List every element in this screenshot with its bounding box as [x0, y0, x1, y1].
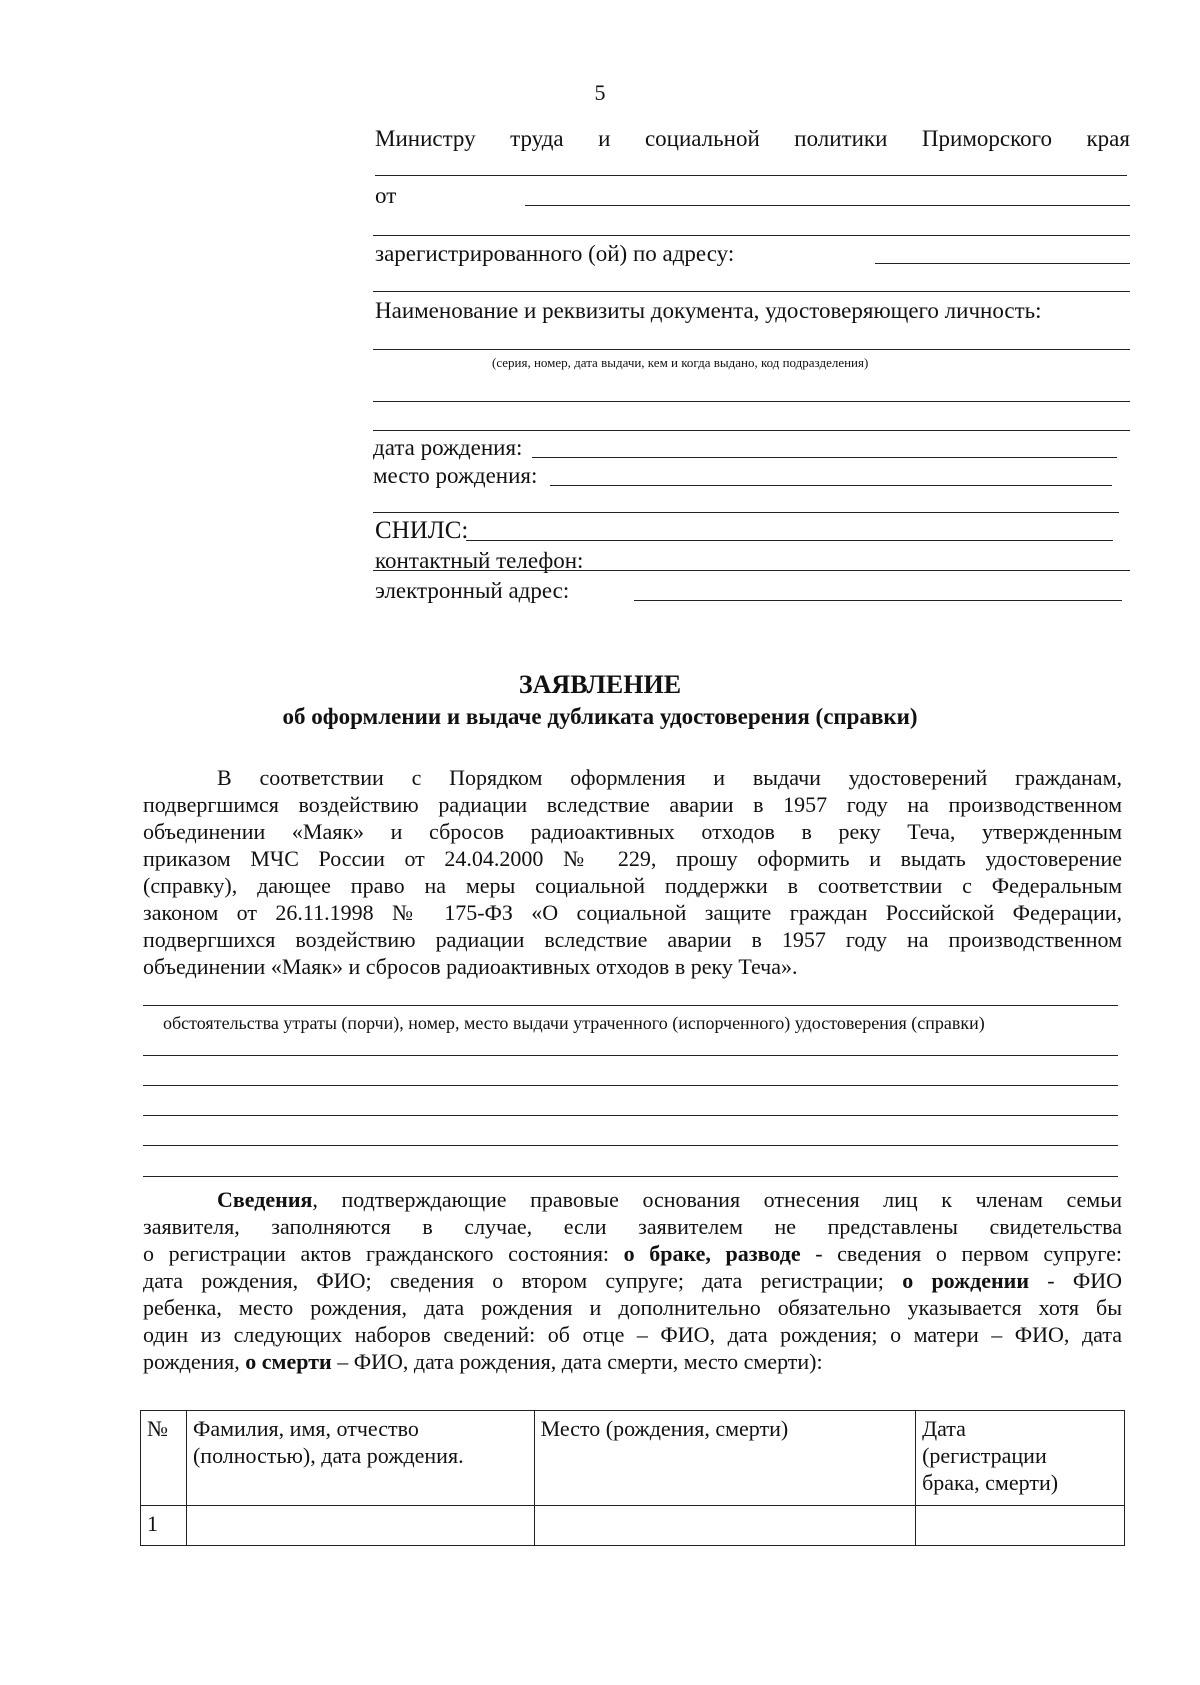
addressee-word: Приморского	[921, 126, 1052, 151]
addressee-word: политики	[794, 126, 888, 151]
circumstances-field[interactable]	[143, 1005, 1118, 1006]
header-place: Место (рождения, смерти)	[534, 1411, 916, 1506]
row-num: 1	[141, 1506, 187, 1546]
circumstances-field-line[interactable]	[143, 1085, 1118, 1086]
id-document-field-line-3[interactable]	[373, 430, 1130, 431]
body-line: подвергшихся воздействию радиации вследствие аварии в 1957 году на производственном	[143, 927, 1122, 952]
birth-place-field-line-2[interactable]	[373, 512, 1119, 513]
info-line: дата рождения, ФИО; сведения о втором супруге; дата регистрации; о рождении - ФИО	[143, 1268, 1123, 1293]
id-document-field-line-2[interactable]	[373, 401, 1130, 402]
info-line: заявителя, заполняются в случае, если заявителем не представлены свидетельства	[143, 1214, 1122, 1239]
addressee-word: Министру	[375, 126, 476, 151]
circumstances-field-line[interactable]	[143, 1055, 1118, 1056]
info-line: рождения, о смерти – ФИО, дата рождения, дата смерти, место смерти):	[143, 1349, 823, 1374]
addressee-word: социальной	[644, 126, 760, 151]
table-row	[141, 1506, 1125, 1546]
id-document-field[interactable]	[373, 349, 1130, 350]
from-field-line-2[interactable]	[373, 235, 1130, 236]
info-line: Сведения, подтверждающие правовые основания отнесения лиц к членам семьи	[217, 1187, 1122, 1212]
body-line: (справку), дающее право на меры социальной поддержки в соответствии с Федеральным	[143, 873, 1122, 898]
header-num: №	[141, 1411, 187, 1506]
addressee-underline	[375, 175, 1127, 176]
id-document-label: Наименование и реквизиты документа, удостоверяющего личность:	[375, 298, 1042, 323]
addressee-word: края	[1086, 126, 1130, 151]
birth-date-label: дата рождения:	[373, 435, 523, 460]
from-field[interactable]	[525, 205, 1130, 206]
birth-place-label: место рождения:	[373, 463, 538, 488]
snils-field[interactable]	[466, 540, 1113, 541]
addressee-word: труда	[510, 126, 564, 151]
snils-label: СНИЛС:	[375, 517, 469, 544]
document-subtitle: об оформлении и выдаче дубликата удостоверения (справки)	[282, 704, 918, 729]
body-line: объединении «Маяк» и сбросов радиоактивных отходов в реку Теча».	[143, 954, 798, 979]
email-field[interactable]	[634, 600, 1122, 601]
info-line: о регистрации актов гражданского состояния: о браке, разводе - сведения о первом супруге:	[143, 1241, 1122, 1266]
table-header-row	[141, 1411, 1125, 1506]
body-line: подвергшимся воздействию радиации вследствие аварии в 1957 году на производственном	[143, 792, 1122, 817]
document-title: ЗАЯВЛЕНИЕ	[518, 670, 682, 699]
email-label: электронный адрес:	[375, 578, 570, 603]
body-line: приказом МЧС России от 24.04.2000 № 229, прошу оформить и выдать удостоверение	[143, 846, 1122, 871]
birth-date-field[interactable]	[532, 457, 1117, 458]
id-document-hint: (серия, номер, дата выдачи, кем и когда выдано, код подразделения)	[492, 355, 869, 370]
birth-place-field[interactable]	[550, 485, 1112, 486]
body-line: законом от 26.11.1998 № 175-ФЗ «О социальной защите граждан Российской Федерации,	[143, 900, 1122, 925]
phone-label: контактный телефон:	[375, 548, 584, 573]
phone-field[interactable]	[373, 570, 1130, 571]
body-line: объединении «Маяк» и сбросов радиоактивных отходов в реку Теча, утвержденным	[143, 819, 1122, 844]
row-place-cell[interactable]	[534, 1506, 916, 1546]
registered-address-label: зарегистрированного (ой) по адресу:	[375, 241, 735, 266]
row-full-name-cell[interactable]	[186, 1506, 534, 1546]
circumstances-field-line[interactable]	[143, 1115, 1118, 1116]
from-label: от	[375, 183, 397, 208]
addressee-line	[375, 126, 1130, 152]
registered-address-field[interactable]	[875, 263, 1130, 264]
circumstances-field-line[interactable]	[143, 1145, 1118, 1146]
registered-address-field-line-2[interactable]	[373, 291, 1130, 292]
info-line: один из следующих наборов сведений: об отце – ФИО, дата рождения; о матери – ФИО, дата	[143, 1322, 1122, 1347]
info-line: ребенка, место рождения, дата рождения и дополнительно обязательно указывается хотя бы	[143, 1295, 1122, 1320]
addressee-word: и	[598, 126, 611, 151]
body-line: В соответствии с Порядком оформления и выдачи удостоверений гражданам,	[217, 765, 1122, 790]
row-date-cell[interactable]	[916, 1506, 1125, 1546]
circumstances-field-line[interactable]	[143, 1176, 1118, 1177]
header-date: Дата (регистрации брака, смерти)	[916, 1411, 1125, 1506]
circumstances-hint: обстоятельства утраты (порчи), номер, место выдачи утраченного (испорченного) удостоверения (справки)	[163, 1013, 985, 1033]
family-info-table	[140, 1410, 1125, 1546]
header-full-name: Фамилия, имя, отчество (полностью), дата рождения.	[186, 1411, 534, 1506]
page-number: 5	[594, 80, 606, 105]
